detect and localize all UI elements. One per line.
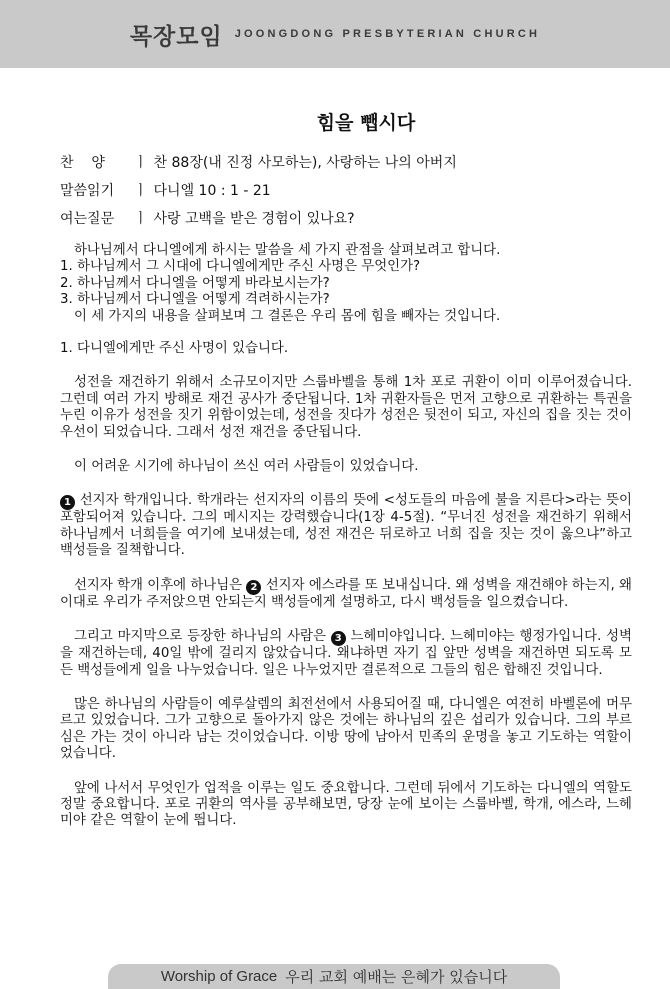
scripture-row <box>60 181 632 201</box>
intro-paragraph: 하나님께서 다니엘에게 하시는 말씀을 세 가지 관점을 살펴보려고 합니다. <box>74 243 501 258</box>
paragraph-text: 그리고 마지막으로 등장한 하나님의 사람은 <box>74 629 326 645</box>
separator: ㅣ <box>134 183 148 199</box>
body-paragraph <box>60 493 632 559</box>
header-church-name: JOONGDONG PRESBYTERIAN CHURCH <box>234 28 541 40</box>
paragraph-text: 느헤미야입니다. 느헤미야는 행정가입니다. 성벽을 재건하는데, 40일 밖에 걸리지 않았습니다. 왜냐하면 자기 집 앞만 성벽을 재건하면 되도록 모든 백성들에게 일을 나누었습니다. 일은 나누었지만 결론적으로 그들의 힘은 합해진 것입니다. <box>60 629 632 678</box>
paragraph-text: 선지자 에스라를 또 보내십니다. 왜 성벽을 재건해야 하는지, 왜 이대로 우리가 주저앉으면 안되는지 백성들에게 설명하고, 다시 백성들을 일으켰습니다. <box>60 577 632 610</box>
sermon-content <box>60 108 632 830</box>
footer-korean: 우리 교회 예배는 은혜가 있습니다 <box>285 968 508 986</box>
scripture-label: 말씀읽기 <box>60 183 115 199</box>
body-paragraph: 앞에 나서서 무엇인가 업적을 이루는 일도 중요합니다. 그런데 뒤에서 기도하는 다니엘의 역할도 정말 중요합니다. 포로 귀환의 역사를 공부해보면, 당장 눈에 보이는 스룹바벨, 학개, 에스라, 느헤미야 같은 역할이 눈에 띕니다. <box>60 780 632 829</box>
scripture-value: 다니엘 10 : 1 - 21 <box>153 183 271 199</box>
list-item: 3. 하나님께서 다니엘을 어떻게 격려하시는가? <box>60 292 330 308</box>
body-paragraph: 이 어려운 시기에 하나님이 쓰신 여러 사람들이 있었습니다. <box>74 459 419 475</box>
number-badge: 1 <box>60 495 75 510</box>
separator: ㅣ <box>134 211 148 227</box>
body-paragraph: 성전을 재건하기 위해서 소규모이지만 스룹바벨을 통해 1차 포로 귀환이 이미 이루어졌습니다. 그런데 여러 가지 방해로 재건 공사가 중단됩니다. 1차 귀환자들은 먼저 고향으로 귀환하는 특권을 누린 이유가 성전을 짓기 위함이었는데, 성전을 짓다가 성전은 뒷전이 되고, 자신의 집을 짓는 것이 우선이 되었습니다. 그래서 성전 재건을 중단됩니다. <box>60 375 632 440</box>
opening-question-label: 여는질문 <box>60 211 115 227</box>
page-footer <box>108 964 560 989</box>
hymn-value: 찬 88장(내 진정 사모하는), 사랑하는 나의 아버지 <box>153 155 457 171</box>
list-item: 1. 하나님께서 그 시대에 다니엘에게만 주신 사명은 무엇인가? <box>60 259 421 275</box>
conclusion-paragraph: 이 세 가지의 내용을 살펴보며 그 결론은 우리 몸에 힘을 빼자는 것입니다. <box>74 308 501 324</box>
header-title-korean: 목장모임 <box>129 23 223 50</box>
body-paragraph <box>60 578 632 611</box>
opening-question-row <box>60 209 632 229</box>
list-item: 2. 하나님께서 다니엘을 어떻게 바라보시는가? <box>60 275 330 291</box>
sermon-title: 힘을 뺍시다 <box>316 112 416 134</box>
body-paragraph <box>60 629 632 679</box>
number-badge: 2 <box>246 580 261 595</box>
paragraph-text: 선지자 학개입니다. 학개라는 선지자의 이름의 뜻에 <성도들의 마음에 불을 지른다>라는 뜻이 포함되어져 있습니다. 그의 메시지는 강력했습니다(1장 4-5절). “무너진 성전을 재건하기 위해서 하나님께서 너희들을 여기에 보내셨는데, 성전 재건은 뒤로하고 너희 집을 짓는 것이 옳으냐”하고 백성들을 질책합니다. <box>60 493 632 559</box>
footer-english: Worship of Grace <box>160 968 278 985</box>
page-header <box>0 0 670 68</box>
opening-question-value: 사랑 고백을 받은 경험이 있나요? <box>153 211 355 227</box>
hymn-row <box>60 153 632 173</box>
paragraph-text: 선지자 학개 이후에 하나님은 <box>74 577 243 593</box>
number-badge: 3 <box>331 631 346 646</box>
body-paragraph: 많은 하나님의 사람들이 예루살렘의 최전선에서 사용되어질 때, 다니엘은 여전히 바벨론에 머무르고 있었습니다. 그가 고향으로 돌아가지 않은 것에는 하나님의 깊은 섭리가 있습니다. 그의 부르심은 가는 것이 아니라 남는 것이었습니다. 이방 땅에 남아서 민족의 운명을 놓고 기도하는 역할이었습니다. <box>60 696 632 762</box>
hymn-label: 찬 양 <box>60 155 105 171</box>
separator: ㅣ <box>134 155 148 171</box>
section-heading: 1. 다니엘에게만 주신 사명이 있습니다. <box>60 341 289 357</box>
